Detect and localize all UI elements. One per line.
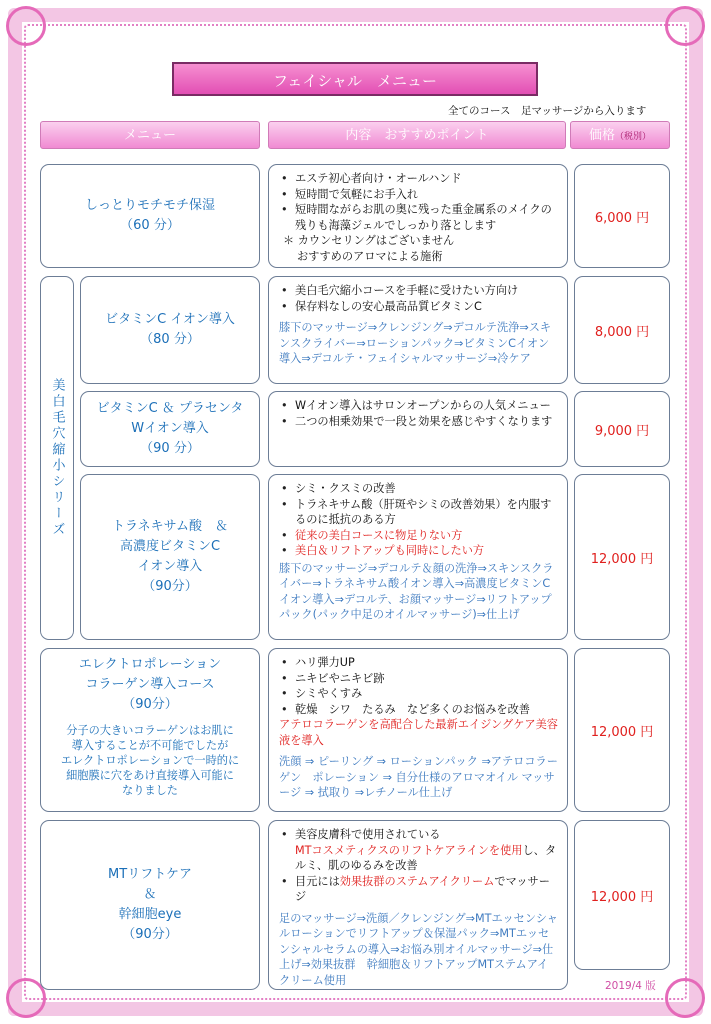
flourish-icon [665, 6, 705, 46]
header-menu: メニュー [40, 121, 260, 149]
menu-content-mt-lift: • 美容皮膚科で使用されている MTコスメティクスのリフトケアラインを使用し、タルミ、肌のゆるみを改善 • 目元には効果抜群のステムアイクリームでマッサージ 足のマッサージ⇒洗顔／クレンジング⇒MTエッセンシャルローションでリフトアップ＆保湿パック⇒MTエッセンシャルセラムの導入⇒お悩み別オイルマッサージ⇒仕上げ⇒効果抜群 幹細胞＆リフトアップMTステムアイクリーム使用 [268, 820, 568, 990]
header-content: 内容 おすすめポイント [268, 121, 566, 149]
price-vitc-placenta: 9,000 円 [574, 391, 670, 467]
menu-content-vitc-placenta: • Wイオン導入はサロンオープンからの人気メニュー • 二つの相乗効果で一段と効果を感じやすくなります [268, 391, 568, 467]
page-title: フェイシャル メニュー [172, 62, 538, 96]
price-electroporation: 12,000 円 [574, 648, 670, 812]
menu-name-mt-lift: MTリフトケア ＆ 幹細胞eye （90分） [40, 820, 260, 990]
price-mt-lift: 12,000 円 [574, 820, 670, 970]
price-tranexamic: 12,000 円 [574, 474, 670, 640]
series-label: 美白毛穴縮小シリーズ [40, 276, 74, 640]
header-price: 価格（税別） [570, 121, 670, 149]
menu-name-electroporation: エレクトロポレーション コラーゲン導入コース （90分） 分子の大きいコラーゲンはお肌に 導入することが不可能でしたが エレクトロポレーションで一時的に 細胞膜に穴をあけ直接導入可能に なりました [40, 648, 260, 812]
menu-content-electroporation: • ハリ弾力UP • ニキビやニキビ跡 • シミやくすみ • 乾燥 シワ たるみ など多くのお悩みを改善 アテロコラーゲンを高配合した最新エイジングケア美容液を導入 洗顔 ⇒ ピーリング ⇒ ローションパック ⇒アテロコラーゲン ポレーション ⇒ 自分仕様のアロマオイル マッサージ ⇒ 拭取り ⇒レチノール仕上げ [268, 648, 568, 812]
menu-name-tranexamic: トラネキサム酸 ＆ 高濃度ビタミンC イオン導入 （90分） [80, 474, 260, 640]
version-label: 2019/4 版 [605, 980, 656, 992]
course-note: 全てのコース 足マッサージから入ります [448, 105, 647, 117]
menu-content-vitc: • 美白毛穴縮小コースを手軽に受けたい方向け • 保存料なしの安心最高品質ビタミンC 膝下のマッサージ⇒クレンジング⇒デコルテ洗浄⇒スキンスクライバー⇒ローションパック⇒ビタミンCイオン導入⇒デコルテ・フェイシャルマッサージ⇒冷ケア [268, 276, 568, 384]
flourish-icon [6, 6, 46, 46]
menu-name-moisture: しっとりモチモチ保湿 （60 分） [40, 164, 260, 268]
menu-name-vitc-placenta: ビタミンC ＆ プラセンタ Wイオン導入 （90 分） [80, 391, 260, 467]
electroporation-description: 分子の大きいコラーゲンはお肌に 導入することが不可能でしたが エレクトロポレーションで一時的に 細胞膜に穴をあけ直接導入可能に なりました [60, 724, 240, 797]
flourish-icon [665, 978, 705, 1018]
price-moisture: 6,000 円 [574, 164, 670, 268]
menu-name-vitc: ビタミンC イオン導入 （80 分） [80, 276, 260, 384]
menu-content-moisture: • エステ初心者向け・オールハンド • 短時間で気軽にお手入れ • 短時間ながらお肌の奥に残った重金属系のメイクの残りも海藻ジェルでしっかり落とします ＊ カウンセリングはございません おすすめのアロマによる施術 [268, 164, 568, 268]
price-vitc: 8,000 円 [574, 276, 670, 384]
menu-content-tranexamic: • シミ・クスミの改善 • トラネキサム酸（肝斑やシミの改善効果）を内服するのに抵抗のある方 • 従来の美白コースに物足りない方 • 美白＆リフトアップも同時にしたい方 膝下のマッサージ⇒デコルテ＆顔の洗浄⇒スキンスクライバー⇒トラネキサム酸イオン導入⇒高濃度ビタミンCイオン導入⇒デコルテ、お顔マッサージ⇒リフトアップパック(パック中足のオイルマッサージ)⇒仕上げ [268, 474, 568, 640]
